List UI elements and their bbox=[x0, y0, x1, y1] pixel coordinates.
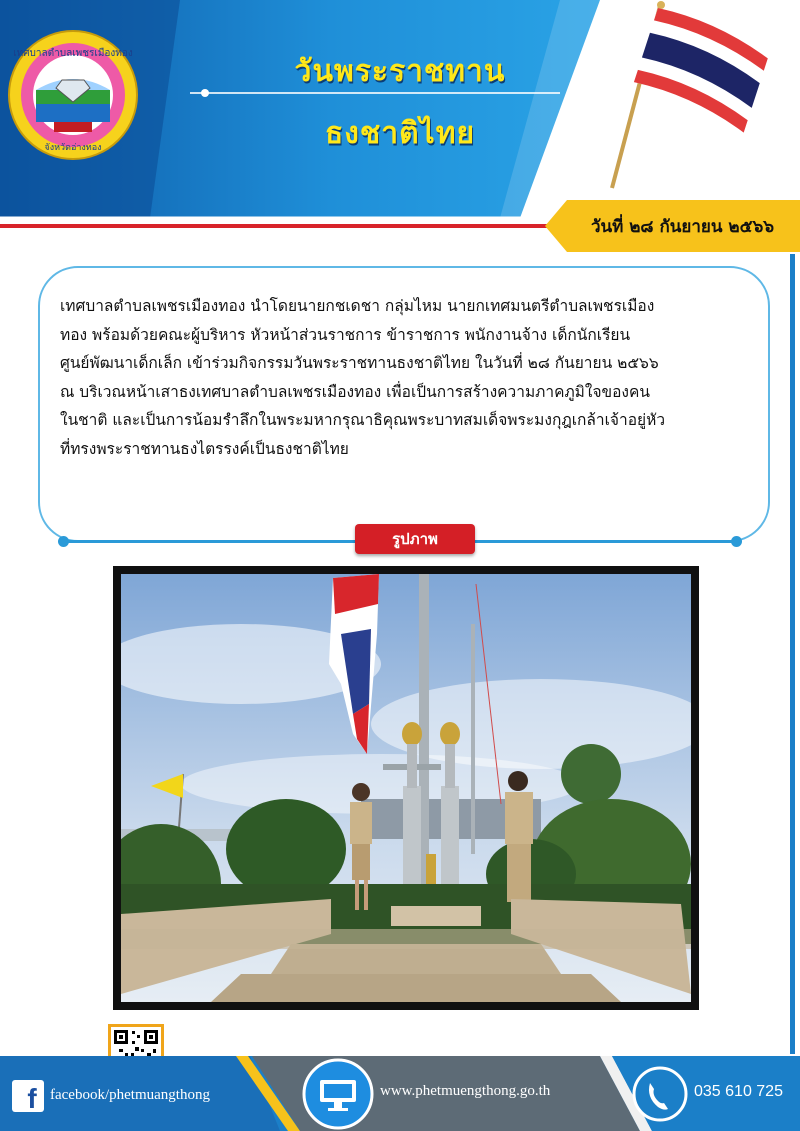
event-photo bbox=[113, 566, 699, 1010]
header-divider bbox=[0, 224, 548, 228]
divider-dot-right bbox=[731, 536, 742, 547]
news-body bbox=[60, 292, 750, 463]
phone-number[interactable]: 035 610 725 bbox=[694, 1083, 783, 1100]
phone-icon[interactable] bbox=[634, 1068, 686, 1120]
page-title-line1: วันพระราชทาน bbox=[294, 54, 506, 89]
body-line: ทอง พร้อมด้วยคณะผู้บริหาร หัวหน้าส่วนราชการ ข้าราชการ พนักงานจ้าง เด็กนักเรียน bbox=[60, 325, 631, 344]
facebook-link[interactable]: facebook/phetmuangthong bbox=[50, 1087, 210, 1103]
logo-top-text: เทศบาลตำบลเพชรเมืองทอง bbox=[13, 48, 133, 59]
body-line: ที่ทรงพระราชทานธงไตรรงค์เป็นธงชาติไทย bbox=[60, 439, 349, 458]
body-line: ศูนย์พัฒนาเด็กเล็ก เข้าร่วมกิจกรรมวันพระราชทานธงชาติไทย ในวันที่ ๒๘ กันยายน ๒๕๖๖ bbox=[60, 354, 659, 372]
website-monitor-icon[interactable] bbox=[304, 1060, 372, 1128]
page-title-line2: ธงชาติไทย bbox=[324, 116, 476, 151]
facebook-icon[interactable] bbox=[12, 1080, 44, 1114]
header bbox=[0, 0, 800, 230]
logo-bottom-text: จังหวัดอ่างทอง bbox=[44, 143, 102, 153]
municipality-logo bbox=[6, 28, 140, 162]
svg-text:f: f bbox=[27, 1083, 37, 1114]
thai-flag-image bbox=[600, 0, 800, 200]
right-accent-bar bbox=[790, 254, 795, 1054]
body-line: เทศบาลตำบลเพชรเมืองทอง นำโดยนายกชเดชา กลุ่มไหม นายกเทศมนตรีตำบลเพชรเมือง bbox=[60, 297, 655, 315]
date-label: วันที่ ๒๘ กันยายน ๒๕๖๖ bbox=[590, 217, 775, 237]
flagpole-ceremony-image bbox=[121, 574, 691, 1002]
divider-dot-left bbox=[58, 536, 69, 547]
photo-section-label: รูปภาพ bbox=[355, 524, 475, 554]
website-link[interactable]: www.phetmuengthong.go.th bbox=[380, 1083, 551, 1099]
body-line: ณ บริเวณหน้าเสาธงเทศบาลตำบลเพชรเมืองทอง เพื่อเป็นการสร้างความภาคภูมิใจของคน bbox=[60, 382, 650, 401]
body-line: ในชาติ และเป็นการน้อมรำลึกในพระมหากรุณาธิคุณพระบาทสมเด็จพระมงกุฎเกล้าเจ้าอยู่หัว bbox=[60, 411, 666, 429]
